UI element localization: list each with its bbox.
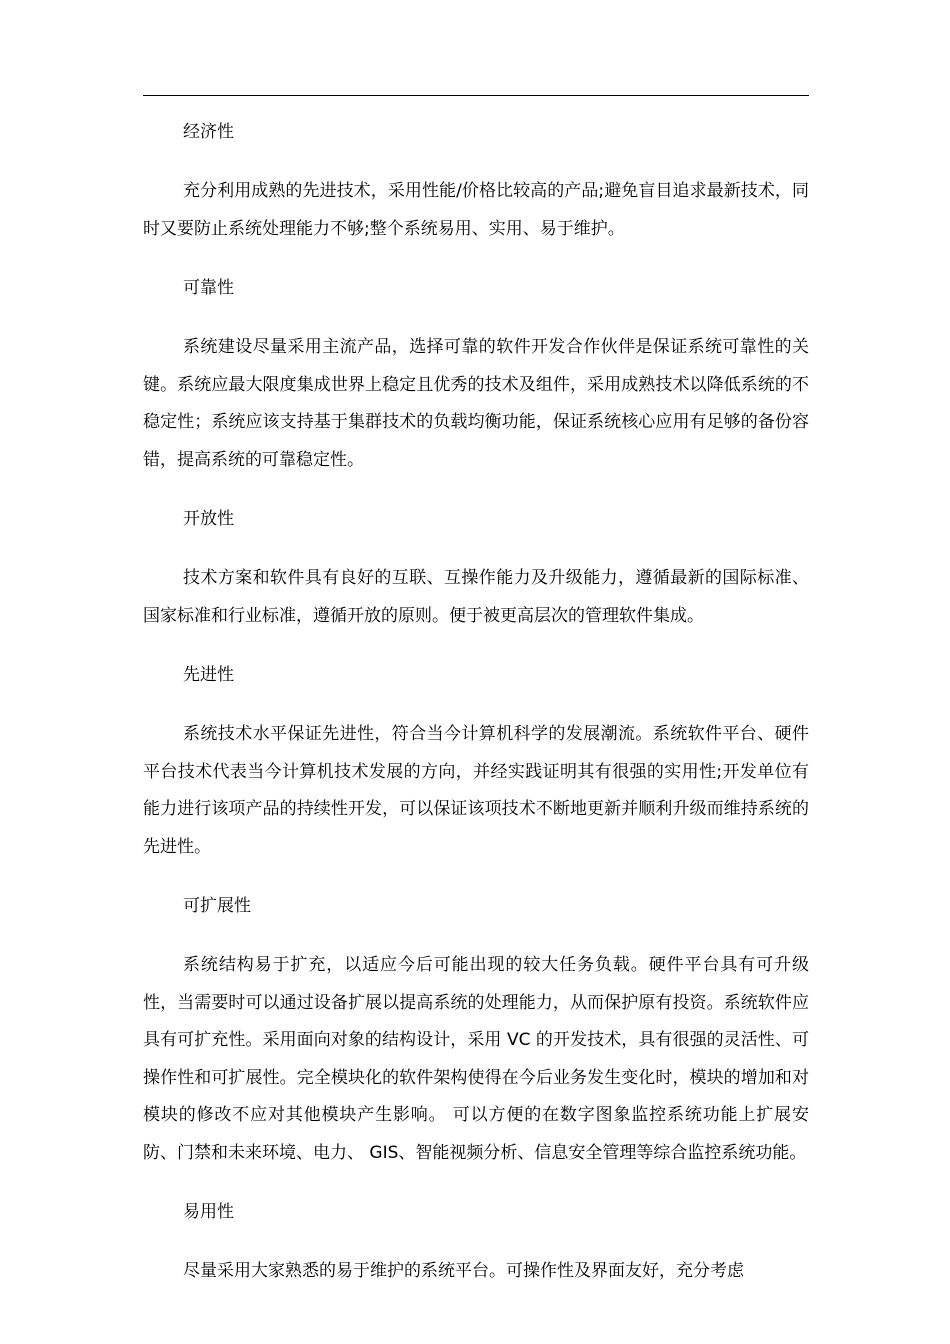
section-heading-advancement: 先进性 [183,665,234,685]
section-paragraph-openness: 技术方案和软件具有良好的互联、互操作能力及升级能力，遵循最新的国际标准、国家标准和行业标准，遵循开放的原则。便于被更高层次的管理软件集成。 [143,568,809,626]
section-heading-reliability: 可靠性 [183,278,234,298]
header-rule [143,95,809,96]
section-heading-economy: 经济性 [183,122,234,142]
section-paragraph-scalability: 系统结构易于扩充，以适应今后可能出现的较大任务负载。硬件平台具有可升级性，当需要时可以通过设备扩展以提高系统的处理能力，从而保护原有投资。系统软件应具有可扩充性。采用面向对象的结构设计，采用 VC 的开发技术，具有很强的灵活性、可操作性和可扩展性。完全模块化的软件架构使得在今后业务发生变化时，模块的增加和对模块的修改不应对其他模块产生影响。 可以方便的在数字图象监控系统功能上扩展安防、门禁和未来环境、电力、 GIS、智能视频分析、信息安全管理等综合监控系统功能。 [143,955,809,1163]
section-paragraph-reliability: 系统建设尽量采用主流产品，选择可靠的软件开发合作伙伴是保证系统可靠性的关键。系统应最大限度集成世界上稳定且优秀的技术及组件，采用成熟技术以降低系统的不稳定性；系统应该支持基于集群技术的负载均衡功能，保证系统核心应用有足够的备份容错，提高系统的可靠稳定性。 [143,337,809,470]
section-paragraph-usability: 尽量采用大家熟悉的易于维护的系统平台。可操作性及界面友好，充分考虑 [183,1261,744,1281]
section-heading-usability: 易用性 [183,1202,234,1222]
section-heading-scalability: 可扩展性 [183,896,251,916]
section-paragraph-economy: 充分利用成熟的先进技术，采用性能/价格比较高的产品;避免盲目追求最新技术，同时又要防止系统处理能力不够;整个系统易用、实用、易于维护。 [143,181,809,239]
document-body [143,114,809,1313]
section-paragraph-advancement: 系统技术水平保证先进性，符合当今计算机科学的发展潮流。系统软件平台、硬件平台技术代表当今计算机技术发展的方向，并经实践证明其有很强的实用性;开发单位有能力进行该项产品的持续性开发，可以保证该项技术不断地更新并顺利升级而维持系统的先进性。 [143,724,809,857]
section-heading-openness: 开放性 [183,509,234,529]
